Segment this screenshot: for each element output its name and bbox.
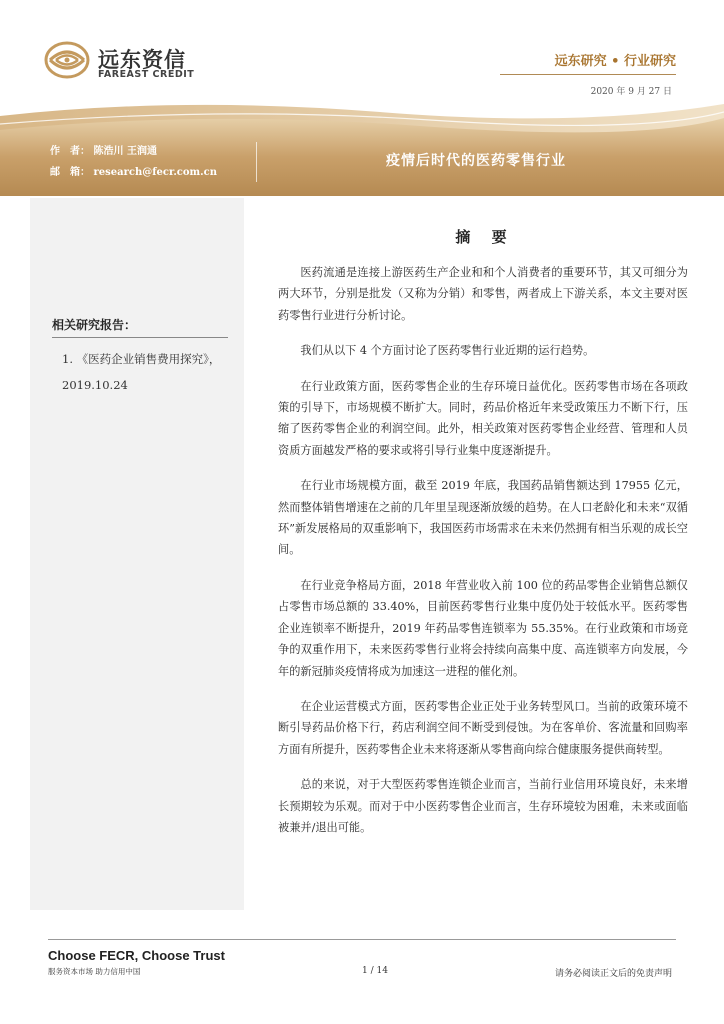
author-value: 陈浩川 王润通 xyxy=(93,146,157,157)
abstract-paragraph: 在企业运营模式方面，医药零售企业正处于业务转型风口。当前的政策环境不断引导药品价格下行，药店利润空间不断受到侵蚀。为在客单价、客流量和回购率方面有所提升，医药零售企业未来将逐渐从零售商向综合健康服务提供商转型。 xyxy=(278,699,688,756)
footer-rule xyxy=(48,939,676,940)
abstract-title: 摘 要 xyxy=(455,228,515,246)
footer-subslogan: 服务资本市场 助力信用中国 xyxy=(48,967,141,976)
author-label: 作 者： xyxy=(50,146,90,157)
email-label: 邮 箱： xyxy=(50,167,90,178)
abstract-paragraph: 总的来说，对于大型医药零售连锁企业而言，当前行业信用环境良好，未来增长预期较为乐观。而对于中小医药零售企业而言，生存环境较为困难，未来或面临被兼并/退出可能。 xyxy=(278,778,688,834)
disclaimer-note: 请务必阅读正文后的免责声明 xyxy=(554,969,672,979)
logo-text-cn: 远东资信 xyxy=(98,48,186,72)
series-label: 远东研究 • 行业研究 xyxy=(554,54,676,69)
author-line xyxy=(50,142,157,157)
email-line xyxy=(50,163,217,178)
page-number: 1 / 14 xyxy=(362,966,388,976)
fareast-credit-logo-icon xyxy=(44,40,90,80)
abstract-paragraph: 医药流通是连接上游医药生产企业和和个人消费者的重要环节，其又可细分为两大环节，分别是批发（又称为分销）和零售，两者成上下游关系，本文主要对医药零售行业进行分析讨论。 xyxy=(278,266,688,322)
related-report-item[interactable]: 1. 《医药企业销售费用探究》，2019.10.24 xyxy=(62,352,221,392)
email-value[interactable]: research@fecr.com.cn xyxy=(93,167,217,178)
footer-slogan: Choose FECR, Choose Trust xyxy=(48,948,225,963)
sidebar-panel xyxy=(30,198,244,910)
report-date: 2020 年 9 月 27 日 xyxy=(590,87,672,97)
abstract-paragraph: 我们从以下 4 个方面讨论了医药零售行业近期的运行趋势。 xyxy=(300,344,595,358)
sidebar-rule xyxy=(52,337,228,338)
abstract-paragraph: 在行业市场规模方面，截至 2019 年底，我国药品销售额达到 17955 亿元，然而整体销售增速在之前的几年里呈现逐渐放缓的趋势。在人口老龄化和未来“双循环”新发展格局的双重影响下，我国医药市场需求在未来仍然拥有相当乐观的成长空间。 xyxy=(278,479,688,557)
abstract-paragraph: 在行业政策方面，医药零售企业的生存环境日益优化。医药零售市场在各项政策的引导下，市场规模不断扩大。同时，药品价格近年来受政策压力不断下行，压缩了医药零售企业的利润空间。此外，相关政策对医药零售企业经营、管理和人员资质方面越发严格的要求或将引导行业集中度逐渐提升。 xyxy=(278,379,688,457)
related-reports-heading: 相关研究报告： xyxy=(52,318,137,332)
logo-text-en: FAREAST CREDIT xyxy=(98,69,195,80)
report-title: 疫情后时代的医药零售行业 xyxy=(386,153,566,169)
header-rule xyxy=(500,74,676,75)
abstract-body xyxy=(278,262,688,852)
abstract-paragraph: 在行业竞争格局方面，2018 年营业收入前 100 位的药品零售企业销售总额仅占零售市场总额的 33.40%，目前医药零售行业集中度仍处于较低水平。医药零售企业连锁率不断提升，2019 年药品零售连锁率为 55.35%。在行业政策和市场竞争的双重作用下，未来医药零售行业将会持续向高集中度、高连锁率方向发展，今年的新冠肺炎疫情将成为加速这一进程的催化剂。 xyxy=(278,578,688,678)
